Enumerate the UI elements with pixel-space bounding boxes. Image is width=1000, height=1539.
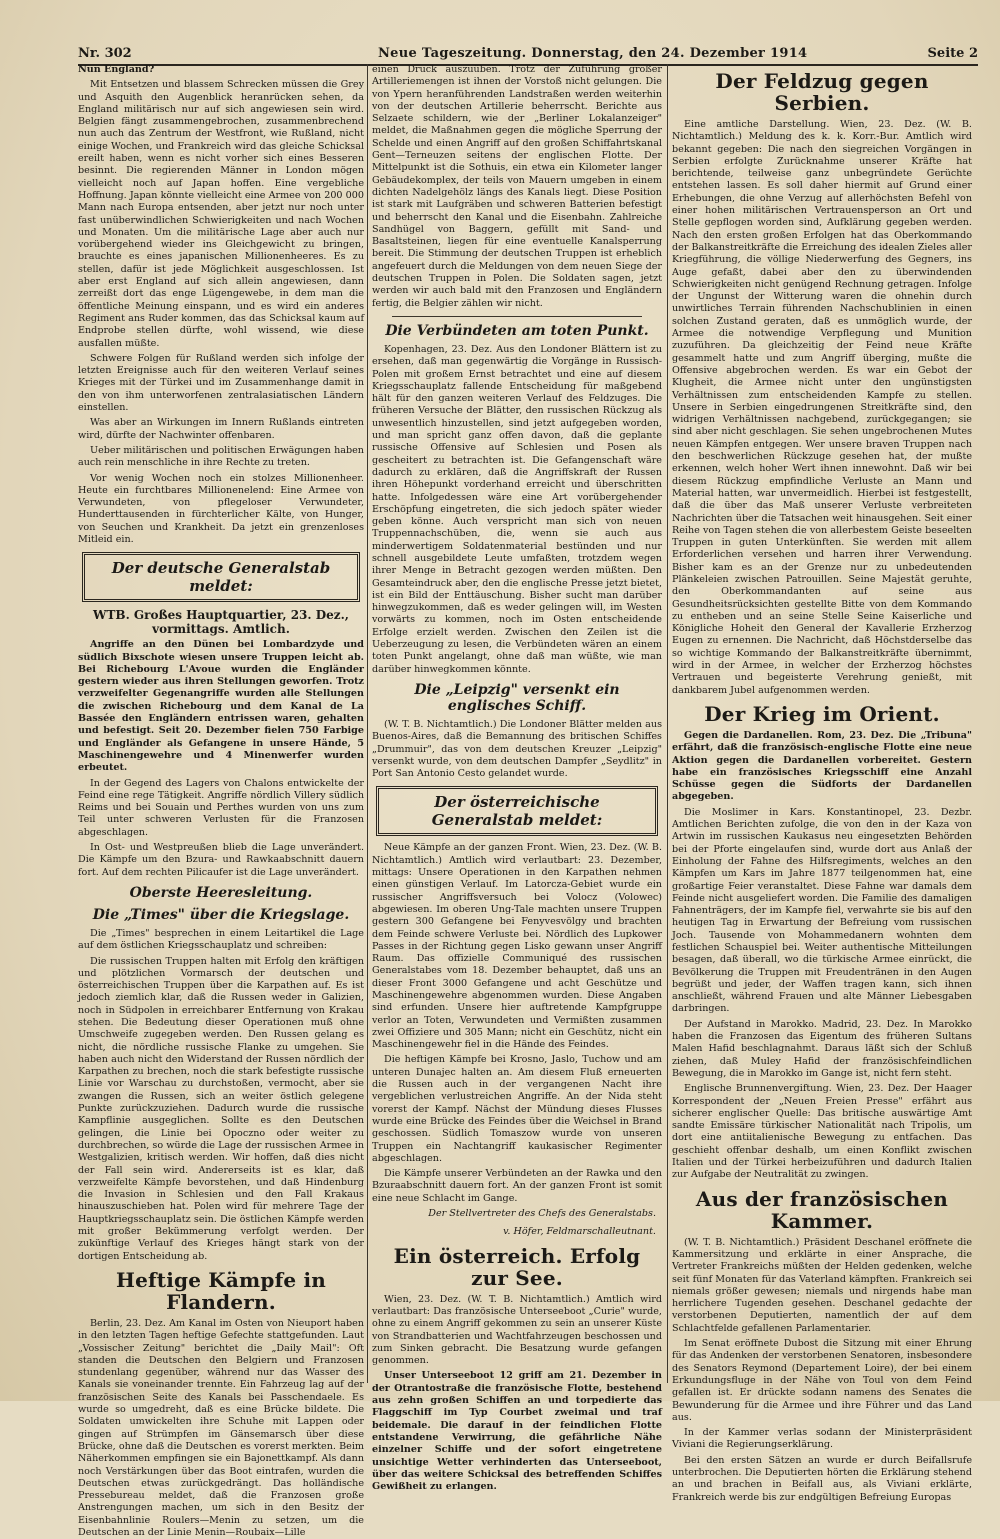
signature-line: v. Höfer, Feldmarschalleutnant. [503, 1226, 656, 1238]
sea-success-heading: Ein österreich. Erfolg zur See. [393, 1243, 641, 1290]
flandern-article-heading: Heftige Kämpfe in Flandern. [115, 1267, 327, 1314]
column-rule [367, 64, 368, 1383]
article-paragraph: Im Senat eröffnete Dubost die Sitzung mit einer Ehrung für das Andenken der verstorbenen Senatoren, insbesondere des Senators Reymond (Departement Loire), der bei einem Erkundungsfluge in der Nähe von Toul von dem Feind gefallen ist. Er drückte sodann namens des Senates die Bewunderung für die Armee und ihre Führer und das Land aus. [672, 1338, 972, 1423]
column-rule [667, 64, 668, 1383]
article-paragraph: Die „Times" besprechen in einem Leitartikel die Lage auf dem östlichen Kriegsschauplatz und schreiben: [78, 927, 364, 952]
serbia-article-heading: Der Feldzug gegen Serbien. [715, 69, 929, 115]
article-paragraph: (W. T. B. Nichtamtlich.) Präsident Deschanel eröffnete die Kammersitzung und erklärte in einer Ansprache, die Vertreter Frankreichs müßten der Helden gedenken, welche seit fünf Monaten für das Vaterland kämpften. Frankreich sei niemals größer gewesen; niemals und nirgends habe man herrlichere Tugenden gesehen. Deschanel gedachte der verstorbenen Deputierten, namentlich der auf dem Schlachtfelde gefallenen Parlamentarier. [672, 1236, 972, 1334]
column-2 [372, 64, 662, 1493]
orient-article-heading: Der Krieg im Orient. [704, 701, 940, 726]
article-paragraph: Eine amtliche Darstellung. Wien, 23. Dez. (W. B. Nichtamtlich.) Meldung des k. k. Korr.-Bur. Amtlich wird bekannt gegeben: Die nach den siegreichen Vorgängen in Serbien erfolgte Zurücknahme unserer Kräfte hat berichtende, teilweise ganz unbegründete Gerüchte entstehen lassen. Es soll daher hiermit auf Grund einer Erhebungen, die ohne Verzug auf allerhöchsten Befehl von einer hohen militärischen Vertrauensperson an Ort und Stelle gepflogen worden sind, Aufklärung gegeben werden. Nach den ersten großen Erfolgen hat das Oberkommando der Balkanstreitkräfte die Erreichung des idealen Zieles aller Kriegführung, die völlige Niederwerfung des Gegners, ins Auge gefaßt, dabei aber den zu überwindenden Schwierigkeiten nicht genügend Rechnung getragen. Infolge der Ungunst der Witterung waren die ohnehin durch unwirtliches Terrain führenden Nachschublinien in einen solchen Zustand geraten, daß es unmöglich wurde, der Armee die notwendige Verpflegung und Munition zuzuführen. Da gleichzeitig der Feind neue Kräfte gesammelt hatte und zum Angriff überging, mußte die Offensive abgebrochen werden. Es war ein Gebot der Klugheit, die Armee nicht unter den ungünstigsten Verhältnissen zum entscheidenden Kampfe zu stellen. Unsere in Serbien eingedrungenen Streitkräfte sind, den widrigen Verhältnissen nachgebend, zurückgegangen; sie sind aber nicht geschlagen. Sie sehen ungebrochenen Mutes neuen Kämpfen entgegen. Wer unsere braven Truppen nach den beschwerlichen Rückzuge gesehen hat, der mußte erkennen, welch hoher Wert ihnen innewohnt. Daß wir bei diesem Rückzug empfindliche Verluste an Mann und Material hatten, war unvermeidlich. Hierbei ist festgestellt, daß die über das Maß unserer Verluste verbreiteten Nachrichten über die Tatsachen weit hinausgehen. Seit einer Reihe von Tagen stehen die von allerbestem Geiste beseelten Truppen in guten Unterkünften. Sie werden mit allem Erforderlichen versehen und harren ihrer Verwendung. Bisher kam es an der Grenze nur zu unbedeutenden Plänkeleien zwischen Patrouillen. Seine Majestät geruhte, den Oberkommandanten auf seine aus Gesundheitsrücksichten gestellte Bitte von dem Kommando zu entheben und an seine Stelle Seine Kaiserliche und Königliche Hoheit den General der Kavallerie Erzherzog Eugen zu ernennen. Die Nachricht, daß Höchstderselbe das so wichtige Kommando der Balkanstreitkräfte übernimmt, wird in der Armee, in welcher der Erzherzog höchstes Vertrauen und begeisterte Verehrung genießt, mit dankbarem Jubel aufgenommen werden. [672, 119, 972, 696]
article-paragraph: Englische Brunnenvergiftung. Wien, 23. Dez. Der Haager Korrespondent der „Neuen Freien Presse" erfährt aus sicherer englischer Quelle: Das britische auswärtige Amt sandte Emissäre türkischer Nationalität nach Tripolis, um dort eine antiitalienische Bewegung zu entfachen. Das geschieht offenbar deshalb, um einen Konflikt zwischen Italien und der Türkei herbeizuführen und dadurch Italien zur Aufgabe der Neutralität zu zwingen. [672, 1083, 972, 1181]
article-paragraph: Die Moslimer in Kars. Konstantinopel, 23. Dezbr. Amtlichen Berichten zufolge, die von den in der Kaza von Artwin im russischen Kaukasus neu eingesetzten Behörden bei der Pforte eingelaufen sind, wurde dort aus Anlaß der Einholung der Fahne des Hilfsregiments, welches an den Kämpfen um Kars im Jahre 1877 teilgenommen hat, eine großartige Feier veranstaltet. Diese Fahne war damals dem Feinde nicht ausgeliefert worden. Die Familie des damaligen Fahnenträgers, der im Kampfe fiel, verwahrte sie bis auf den heutigen Tag in Erwartung der Befreiung vom russischen Joch. Tausende von Mohammedanern wohnten dem festlichen Schauspiel bei. Weiter authentische Mitteilungen besagen, daß überall, wo die türkische Armee einrückt, die Bevölkerung die Truppen mit Freudentränen in den Augen begrüßt und jeder, der Waffen tragen kann, sich ihnen anschließt, während Frauen und alte Männer Liebesgaben darbringen. [672, 806, 972, 1015]
article-paragraph: In der Gegend des Lagers von Chalons entwickelte der Feind eine rege Tätigkeit. Angriffe nördlich Villery südlich Reims und bei Souain und Perthes wurden von uns zum Teil unter schweren Verlusten für die Franzosen abgeschlagen. [78, 777, 364, 838]
signature-heading: Oberste Heeresleitung. [129, 884, 313, 901]
article-paragraph: Wien, 23. Dez. (W. T. B. Nichtamtlich.) Amtlich wird verlautbart: Das französische Unterseeboot „Curie" wurde, ohne zu einem Angriff gekommen zu sein an unserer Küste von Strandbatterien und Wachtfahrzeugen beschossen und zum Sinken gebracht. Die Besatzung wurde gefangen genommen. [372, 1293, 662, 1367]
article-paragraph: Ueber militärischen und politischen Erwägungen haben auch rein menschliche in ihre Rechte zu treten. [78, 444, 364, 469]
article-paragraph: Unser Unterseeboot 12 griff am 21. Dezember in der Otrantostraße die französische Flotte, bestehend aus zehn großen Schiffen an und torpedierte das Flaggschiff im Typ Courbet zweimal und traf beidemale. Die darauf in der feindlichen Flotte entstandene Verwirrung, die gefährliche Nähe einzelner Schiffe und der sofort eingetretene unsichtige Wetter verhinderten das Unterseeboot, über das weitere Schicksal des betreffenden Schiffes Gewißheit zu erlangen. [372, 1370, 662, 1493]
article-paragraph: Schwere Folgen für Rußland werden sich infolge der letzten Ereignisse auch für den weiteren Verlauf seines Krieges mit der Türkei und im Zusammenhange damit in den von ihm unterworfenen zentralasiatischen Ländern einstellen. [78, 352, 364, 414]
article-paragraph: Angriffe an den Dünen bei Lombardzyde und südlich Bixschote wiesen unsere Truppen leicht ab. Bei Richebourg L'Avoue wurden die Engländer gestern wieder aus ihren Stellungen geworfen. Trotz verzweifelter Gegenangriffe wurden alle Stellungen die zwischen Richebourg und dem Kanal de La Bassée den Engländern entrissen waren, gehalten und befestigt. Seit 20. Dezember fielen 750 Farbige und Engländer als Gefangene in unsere Hände, 5 Maschinengewehre und 4 Minenwerfer wurden erbeutet. [78, 639, 364, 774]
leipzig-article-heading: Die „Leipzig" versenkt ein englisches Schiff. [414, 681, 620, 714]
issue-number: Nr. 302 [78, 46, 132, 61]
times-article-heading: Die „Times" über die Kriegslage. [92, 906, 350, 923]
allies-article-heading: Die Verbündeten am toten Punkt. [385, 322, 649, 339]
article-paragraph: In der Kammer verlas sodann der Ministerpräsident Viviani die Regierungserklärung. [672, 1427, 972, 1451]
masthead: Neue Tageszeitung. Donnerstag, den 24. Dezember 1914 [378, 46, 808, 61]
article-paragraph: Mit Entsetzen und blassem Schrecken müssen die Grey und Asquith den Augenblick heranrücken sehen, da England militärisch nur auf sich angewiesen sein wird. Belgien fängt zusammengebrochen, zusammenbrechend nun auch das Zentrum der Westfront, wie Rußland, nicht einige Wochen, und Frankreich wird das gleiche Schicksal ereilt haben, wenn es nicht vorher sich eines Besseren besinnt. Die regierenden Männer in London mögen vielleicht noch auf Japan hoffen. Eine vergebliche Hoffnung. Japan könnte vielleicht eine Armee von 200 000 Mann nach Europa entsenden, aber jetzt nur noch unter fast unüberwindlichen Schwierigkeiten und nach Wochen und Monaten. Um die militärische Lage aber auch nur vorübergehend wieder ins Gleichgewicht zu bringen, brauchte es eines japanischen Millionenheeres. Es zu stellen, dafür ist jede Möglichkeit ausgeschlossen. Ist aber erst England auf sich allein angewiesen, dann zerreißt dort das enge Lügengewebe, in dem man die öffentliche Meinung einspann, und es wird ein anderes Regiment ans Ruder kommen, das das Schicksal kaum auf Endprobe stellen dürfte, wohl wissend, wie diese ausfallen müßte. [78, 79, 364, 349]
article-paragraph: Vor wenig Wochen noch ein stolzes Millionenheer. Heute ein furchtbares Millionenelend: Eine Armee von Verwundeten, von pflegeloser Verwundeter, Hunderttausenden in fürchterlicher Kälte, von Hunger, von Seuchen und Krankheit. Da jetzt ein grenzenloses Mitleid ein. [78, 472, 364, 545]
dateline-heading: WTB. Großes Hauptquartier, 23. Dez., vormittags. Amtlich. [93, 608, 349, 637]
divider [392, 316, 642, 317]
article-paragraph: Kopenhagen, 23. Dez. Aus den Londoner Blättern ist zu ersehen, daß man gegenwärtig die Vorgänge in Russisch-Polen mit großem Ernst betrachtet und eine auf diesem Kriegsschauplatz fallende Entscheidung für maßgebend hält für den ganzen weiteren Verlauf des Feldzuges. Die früheren Versuche der Blätter, den russischen Rückzug als unwesentlich hinzustellen, sind jetzt aufgegeben worden, und man spricht ganz offen davon, daß die geplante russische Offensive auf Schlesien und Posen als gescheitert zu betrachten ist. Die Gefangenschaft wäre dadurch zu erklären, daß die Angriffskraft der Russen ihren Höhepunkt vorderhand erreicht und überschritten hatte. Infolgedessen wäre eine Art vorübergehender Erschöpfung eingetreten, die sich jedoch später wieder geben könne. Auch verspricht man sich von neuen Truppennachschüben, die, wenn sie auch aus minderwertigem Soldatenmaterial bestünden und nur schnell ausgebildete Leute umfaßten, trotzdem wegen ihrer Menge in Betracht gezogen werden müßten. Den Gesamteindruck aber, den die englische Presse jetzt bietet, ist ein Bild der Enttäuschung. Bisher sucht man darüber hinwegzukommen, daß es weder gelingen will, im Westen vorwärts zu kommen, noch im Osten entscheidende Erfolge erzielt werden. Zwischen den Zeilen ist die Ueberzeugung zu lesen, die Verbündeten wären an einem toten Punkt angelangt, ohne daß man wüßte, wie man darüber hinwegkommen könnte. [372, 343, 662, 675]
page-header [78, 44, 978, 66]
german-staff-box-heading: Der deutsche Generalstab meldet: [82, 552, 360, 602]
article-paragraph: (W. T. B. Nichtamtlich.) Die Londoner Blätter melden aus Buenos-Aires, daß die Bemannung des britischen Schiffes „Drummuir", das von dem deutschen Kreuzer „Leipzig" versenkt wurde, von dem deutschen Dampfer „Seydlitz" in Port San Antonio Cesto gelandet wurde. [372, 718, 662, 780]
article-paragraph: Gegen die Dardanellen. Rom, 23. Dez. Die „Tribuna" erfährt, daß die französisch-englische Flotte eine neue Aktion gegen die Dardanellen vorbereitet. Gestern habe ein französisches Kriegsschiff eine Anzahl Schüsse gegen die Südforts der Dardanellen abgegeben. [672, 729, 972, 803]
chamber-article-heading: Aus der französischen Kammer. [695, 1186, 949, 1233]
page-number: Seite 2 [927, 46, 978, 61]
article-paragraph: Berlin, 23. Dez. Am Kanal im Osten von Nieuport haben in den letzten Tagen heftige Gefechte stattgefunden. Laut „Vossischer Zeitung" berichtet die „Daily Mail": Oft standen die Deutschen den Belgiern und Franzosen stundenlang gegenüber, während nur das Wasser des Kanals sie voneinander trennte. Ein Fahrzeug lag auf der französischen Seite des Kanals bei Passchendaele. Es wurde so umgedreht, daß es eine Brücke bildete. Die Soldaten umwickelten ihre Schuhe mit Lappen oder gingen auf Strümpfen im Gänsemarsch über diese Brücke, ohne daß die Deutschen es vorerst merkten. Beim Näherkommen empfingen sie ein Bajonettkampf. Als dann noch Verstärkungen über das Boot eintrafen, wurden die Deutschen etwas zurückgedrängt. Das holländische Pressebureau meldet, daß die Franzosen große Anstrengungen machen, um sich in den Besitz der Eisenbahnlinie Roulers—Menin zu setzen, um die Deutschen an der Linie Menin—Roubaix—Lille [78, 1317, 364, 1538]
column-3 [672, 64, 972, 1503]
article-paragraph: Die heftigen Kämpfe bei Krosno, Jaslo, Tuchow und am unteren Dunajec halten an. Am diesem Fluß erneuerten die Russen auch in der vergangenen Nacht ihre vergeblichen verlustreichen Angriffe. An der Nida steht vorerst der Kampf. Nächst der Mündung dieses Flusses wurde eine Brücke des Feindes über die Weichsel in Brand geschossen. Südlich Tomaszow wurde von unseren Truppen ein Nachtangriff kaukasischer Regimenter abgeschlagen. [372, 1054, 662, 1164]
article-paragraph: In Ost- und Westpreußen blieb die Lage unverändert. Die Kämpfe um den Bzura- und Rawkaabschnitt dauern fort. Auf dem rechten Pilicaufer ist die Lage unverändert. [78, 842, 364, 878]
article-paragraph: Die russischen Truppen halten mit Erfolg den kräftigen und plötzlichen Vormarsch der deutschen und österreichischen Truppen über die Karpathen auf. Es ist jedoch ziemlich klar, daß die Russen weder in Galizien, noch in Südpolen in erreichbarer Entfernung von Krakau stehen. Die Bedeutung dieser Operationen muß ohne Umschweife zugegeben werden. Den Russen gelang es nicht, die nördliche russische Flanke zu umgehen. Sie haben auch nicht den Widerstand der Russen nördlich der Karpathen zu brechen, noch die stark befestigte russische Linie vor Warschau zu durchstoßen, vermocht, aber sie zwangen die Russen, sich an weiter östlich gelegene Punkte zurückzuziehen. Dadurch wurde die russische Kampflinie ausgeglichen. Sollte es den Deutschen gelingen, die Linie bei Opoczno oder weiter zu durchbrechen, so würde die Lage der russischen Armee in Westgalizien, kritisch werden. Wir hoffen, daß dies nicht der Fall sein wird. Andererseits ist es klar, daß verzweifelte Kämpfe bevorstehen, und daß Hindenburg die Invasion in Schlesien und den Fall Krakaus hinauszuschieben hat. Polen wird für mehrere Tage der Hauptkriegsschauplatz sein. Die östlichen Kämpfe werden mit großer Bekümmerung verfolgt werden. Der zukünftige Verlauf des Krieges hängt stark von der dortigen Entscheidung ab. [78, 955, 364, 1262]
article-paragraph: Die Kämpfe unserer Verbündeten an der Rawka und den Bzuraabschnitt dauern fort. An der ganzen Front ist somit eine neue Schlacht im Gange. [372, 1168, 662, 1204]
article-paragraph: einen Druck auszuüben. Trotz der Zuführung großer Artilleriemengen ist ihnen der Vorstoß nicht gelungen. Die von Ypern heranführenden Landstraßen werden weiterhin von der deutschen Artillerie beherrscht. Berichte aus Selzaete schildern, wie der „Berliner Lokalanzeiger" meldet, die Maßnahmen gegen die mögliche Sperrung der Schelde und einen Angriff auf den großen Schiffahrtskanal Gent—Terneuzen seitens der englischen Flotte. Der Mittelpunkt ist die Sothuis, ein etwa ein Kilometer langer Gebäudekomplex, der teils von Mauern umgeben in einem dichten Nadelgehölz längs des Kanals liegt. Diese Position ist stark mit Laufgräben und schweren Batterien befestigt und beherrscht den Kanal und die Eisenbahn. Zahlreiche Sandhügel von Baggern, gefüllt mit Sand- und Basaltsteinen, liegen für eine eventuelle Kanalsperrung bereit. Die Stimmung der deutschen Truppen ist erheblich angefeuert durch die Meldungen von dem neuen Siege der deutschen Truppen in Polen. Die Soldaten sagen, jetzt werden wir auch bald mit den Franzosen und Engländern fertig, die Belgier zählen wir nicht. [372, 64, 662, 309]
article-paragraph: Was aber an Wirkungen im Innern Rußlands eintreten wird, dürfte der Nachwinter offenbaren. [78, 417, 364, 441]
article-paragraph: Der Aufstand in Marokko. Madrid, 23. Dez. In Marokko haben die Franzosen das Eigentum des früheren Sultans Malen Hafid beschlagnahmt. Daraus läßt sich der Schluß ziehen, daß Muley Hafid der französischfeindlichen Bewegung, die in Marokko im Gange ist, nicht fern steht. [672, 1018, 972, 1079]
column-1 [78, 64, 364, 1538]
article-subhead: Nun England? [78, 64, 155, 75]
austrian-staff-box-heading: Der österreichische Generalstab meldet: [376, 786, 658, 836]
article-paragraph: Neue Kämpfe an der ganzen Front. Wien, 23. Dez. (W. B. Nichtamtlich.) Amtlich wird verlautbart: 23. Dezember, mittags: Unsere Operationen in den Karpathen nehmen einen günstigen Verlauf. Im Latorcza-Gebiet wurde ein russischer Angriffsversuch bei Volocz (Volowec) abgewiesen. Im oberen Ung-Tale machten unsere Truppen gestern 300 Gefangene bei Fenyvesvölgy und brachten dem Feinde schwere Verluste bei. Nördlich des Lupkower Passes in der Richtung gegen Lisko gewann unser Angriff Raum. Das offizielle Communiqué des russischen Generalstabes vom 18. Dezember behauptet, daß uns an dieser Front 3000 Gefangene und acht Geschütze und Maschinengewehre abgenommen wurden. Diese Angaben sind erfunden. Unsere hier auftretende Kampfgruppe verlor an Toten, Verwundeten und Vermißten zusammen zwei Offiziere und 305 Mann; nicht ein Geschütz, nicht ein Maschinengewehr fiel in die Hände des Feindes. [372, 842, 662, 1051]
signature-line: Der Stellvertreter des Chefs des Generalstabs. [428, 1208, 656, 1220]
article-paragraph: Bei den ersten Sätzen an wurde er durch Beifallsrufe unterbrochen. Die Deputierten hörten die Erklärung stehend an und brachen in Beifall aus, als Viviani erklärte, Frankreich werde bis zur endgültigen Befreiung Europas [672, 1454, 972, 1503]
